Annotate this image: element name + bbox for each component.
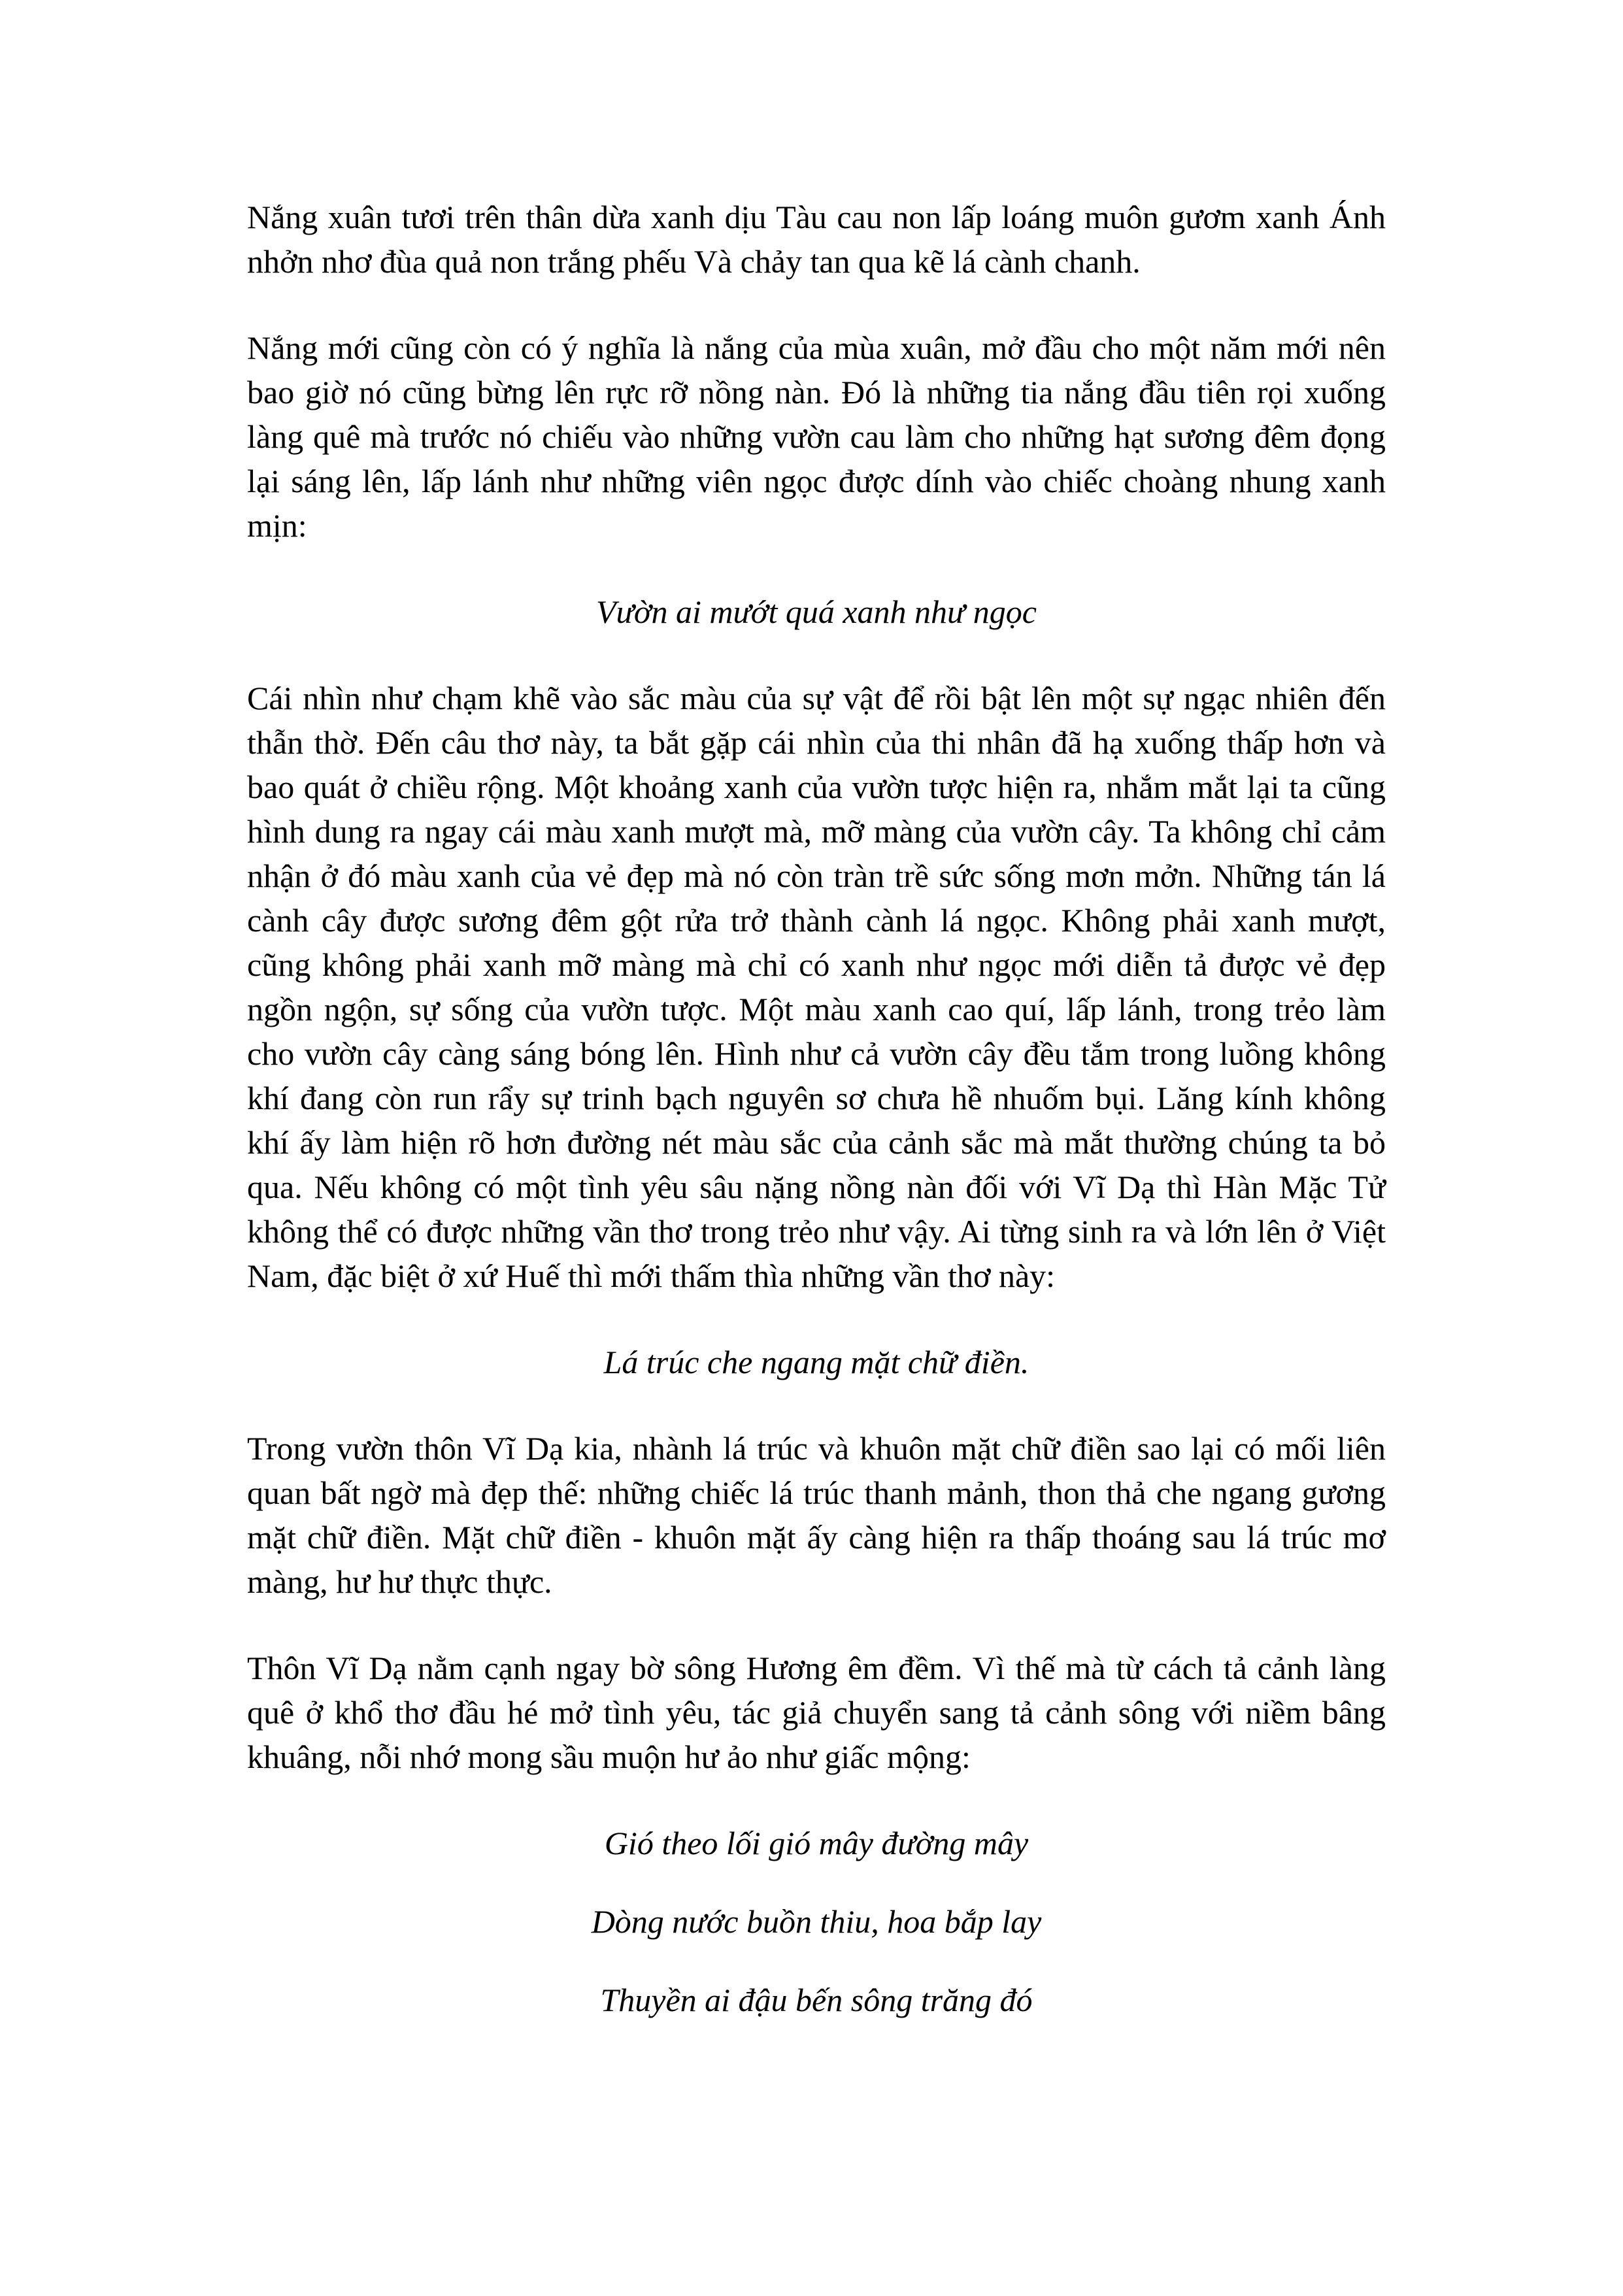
paragraph-2: Nắng mới cũng còn có ý nghĩa là nắng của mùa xuân, mở đầu cho một năm mới nên bao giờ nó cũng bừng lên rực rỡ nồng nàn. Đó là những tia nắng đầu tiên rọi xuống làng quê mà trước nó chiếu vào những vườn cau làm cho những hạt sương đêm đọng lại sáng lên, lấp lánh như những viên ngọc được dính vào chiếc choàng nhung xanh mịn: [247, 329, 1386, 544]
verse-line-1: Vườn ai mướt quá xanh như ngọc [596, 593, 1037, 630]
verse-line-2: Lá trúc che ngang mặt chữ điền. [603, 1344, 1029, 1380]
paragraph-4: Trong vườn thôn Vĩ Dạ kia, nhành lá trúc và khuôn mặt chữ điền sao lại có mối liên quan bất ngờ mà đẹp thế: những chiếc lá trúc thanh mảnh, thon thả che ngang gương mặt chữ điền. Mặt chữ điền - khuôn mặt ấy càng hiện ra thấp thoáng sau lá trúc mơ màng, hư hư thực thực. [247, 1430, 1386, 1600]
paragraph-1: Nắng xuân tươi trên thân dừa xanh dịu Tàu cau non lấp loáng muôn gươm xanh Ánh nhởn nhơ đùa quả non trắng phếu Và chảy tan qua kẽ lá cành chanh. [247, 199, 1386, 280]
verse-stanza-line-1: Gió theo lối gió mây đường mây [604, 1825, 1029, 1861]
paragraph-5: Thôn Vĩ Dạ nằm cạnh ngay bờ sông Hương êm đềm. Vì thế mà từ cách tả cảnh làng quê ở khổ thơ đầu hé mở tình yêu, tác giả chuyển sang tả cảnh sông với niềm bâng khuâng, nỗi nhớ mong sầu muộn hư ảo như giấc mộng: [247, 1650, 1386, 1775]
verse-stanza-line-3: Thuyền ai đậu bến sông trăng đó [600, 1982, 1033, 2018]
verse-stanza [247, 1821, 1386, 2022]
paragraph-3: Cái nhìn như chạm khẽ vào sắc màu của sự vật để rồi bật lên một sự ngạc nhiên đến thẫn thờ. Đến câu thơ này, ta bắt gặp cái nhìn của thi nhân đã hạ xuống thấp hơn và bao quát ở chiều rộng. Một khoảng xanh của vườn tược hiện ra, nhắm mắt lại ta cũng hình dung ra ngay cái màu xanh mượt mà, mỡ màng của vườn cây. Ta không chỉ cảm nhận ở đó màu xanh của vẻ đẹp mà nó còn tràn trề sức sống mơn mởn. Những tán lá cành cây được sương đêm gột rửa trở thành cành lá ngọc. Không phải xanh mượt, cũng không phải xanh mỡ màng mà chỉ có xanh như ngọc mới diễn tả được vẻ đẹp ngồn ngộn, sự sống của vườn tược. Một màu xanh cao quí, lấp lánh, trong trẻo làm cho vườn cây càng sáng bóng lên. Hình như cả vườn cây đều tắm trong luồng không khí đang còn run rẩy sự trinh bạch nguyên sơ chưa hề nhuốm bụi. Lăng kính không khí ấy làm hiện rõ hơn đường nét màu sắc của cảnh sắc mà mắt thường chúng ta bỏ qua. Nếu không có một tình yêu sâu nặng nồng nàn đối với Vĩ Dạ thì Hàn Mặc Tử không thể có được những vần thơ trong trẻo như vậy. Ai từng sinh ra và lớn lên ở Việt Nam, đặc biệt ở xứ Huế thì mới thấm thìa những vần thơ này: [247, 680, 1386, 1294]
verse-stanza-line-2: Dòng nước buồn thiu, hoa bắp lay [591, 1903, 1042, 1940]
document-body [247, 195, 1386, 2056]
